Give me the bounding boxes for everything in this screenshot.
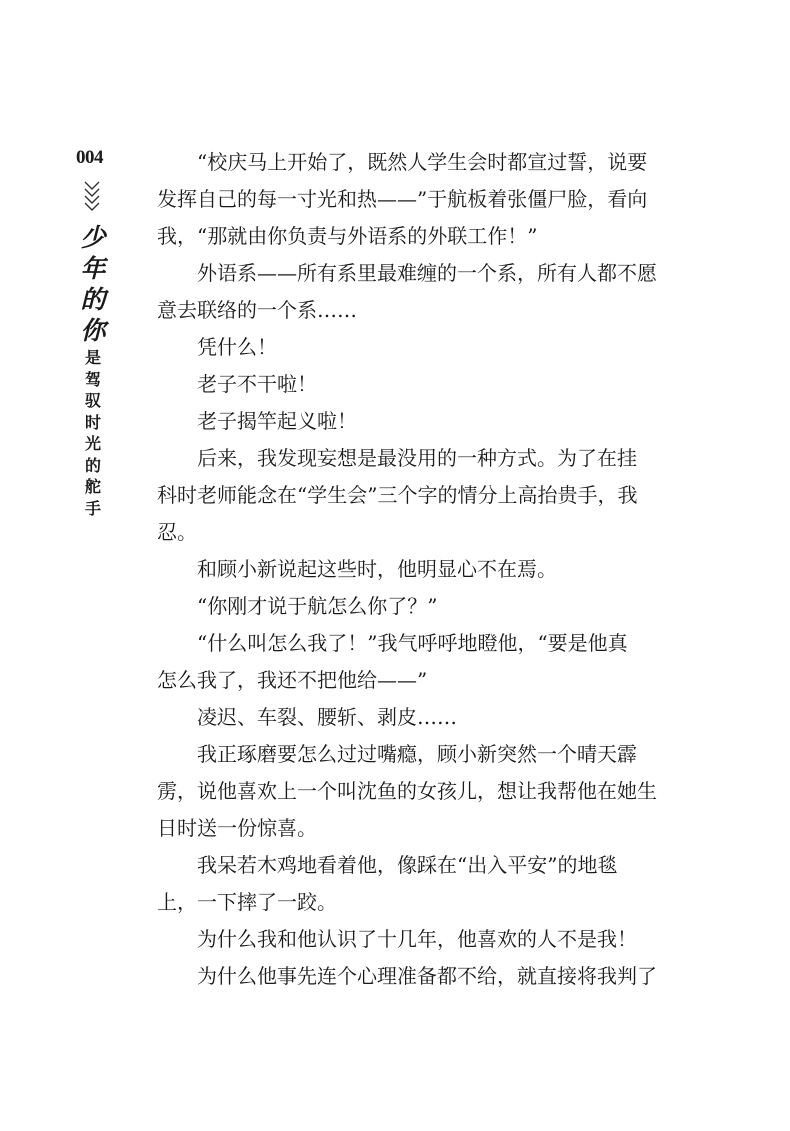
text-line: 凭什么！ xyxy=(197,335,277,359)
subtitle-char: 驾 xyxy=(84,369,101,389)
subtitle-char: 舵 xyxy=(84,477,101,496)
text-line: 我正琢磨要怎么过过嘴瘾，顾小新突然一个晴天霹 xyxy=(197,742,637,766)
book-title-vertical xyxy=(76,222,110,518)
subtitle-char: 手 xyxy=(84,498,101,518)
title-char: 的 xyxy=(80,285,106,314)
subtitle-char: 驭 xyxy=(84,391,101,410)
title-char: 年 xyxy=(80,254,106,283)
subtitle-char: 是 xyxy=(84,348,101,367)
page-number: 004 xyxy=(76,147,103,168)
subtitle-char: 的 xyxy=(84,455,101,475)
text-line: 忍。 xyxy=(157,520,197,544)
text-line: 凌迟、车裂、腰斩、剥皮…… xyxy=(197,705,457,729)
chevron-down-icon xyxy=(83,180,101,214)
text-line: 发挥自己的每一寸光和热——”于航板着张僵尸脸，看向 xyxy=(157,187,648,211)
subtitle-char: 时 xyxy=(84,412,101,432)
text-line: 和顾小新说起这些时，他明显心不在焉。 xyxy=(197,557,557,581)
text-line: 后来，我发现妄想是最没用的一种方式。为了在挂 xyxy=(197,446,637,470)
text-line: 雳，说他喜欢上一个叫沈鱼的女孩儿，想让我帮他在她生 xyxy=(157,779,657,803)
title-char: 你 xyxy=(80,316,106,345)
text-line: 上，一下摔了一跤。 xyxy=(157,890,337,914)
text-line: 我，“那就由你负责与外语系的外联工作！” xyxy=(157,224,538,248)
subtitle-char: 光 xyxy=(84,434,101,453)
text-line: “校庆马上开始了，既然人学生会时都宣过誓，说要 xyxy=(197,150,648,174)
text-line: 老子揭竿起义啦！ xyxy=(197,409,357,433)
title-char: 少 xyxy=(80,223,106,252)
body-text xyxy=(157,144,657,995)
text-line: “什么叫怎么我了！”我气呼呼地瞪他，“要是他真 xyxy=(197,631,628,655)
text-line: “你刚才说于航怎么你了？” xyxy=(197,594,438,618)
text-line: 为什么我和他认识了十几年，他喜欢的人不是我！ xyxy=(197,927,637,951)
text-line: 老子不干啦！ xyxy=(197,372,317,396)
text-line: 意去联络的一个系…… xyxy=(157,298,357,322)
text-line: 我呆若木鸡地看着他，像踩在“出入平安”的地毯 xyxy=(197,853,618,877)
text-line: 科时老师能念在“学生会”三个字的情分上高抬贵手，我 xyxy=(157,483,638,507)
text-line: 为什么他事先连个心理准备都不给，就直接将我判了 xyxy=(197,964,657,988)
text-line: 怎么我了，我还不把他给——” xyxy=(157,668,428,692)
text-line: 外语系——所有系里最难缠的一个系，所有人都不愿 xyxy=(197,261,657,285)
text-line: 日时送一份惊喜。 xyxy=(157,816,317,840)
